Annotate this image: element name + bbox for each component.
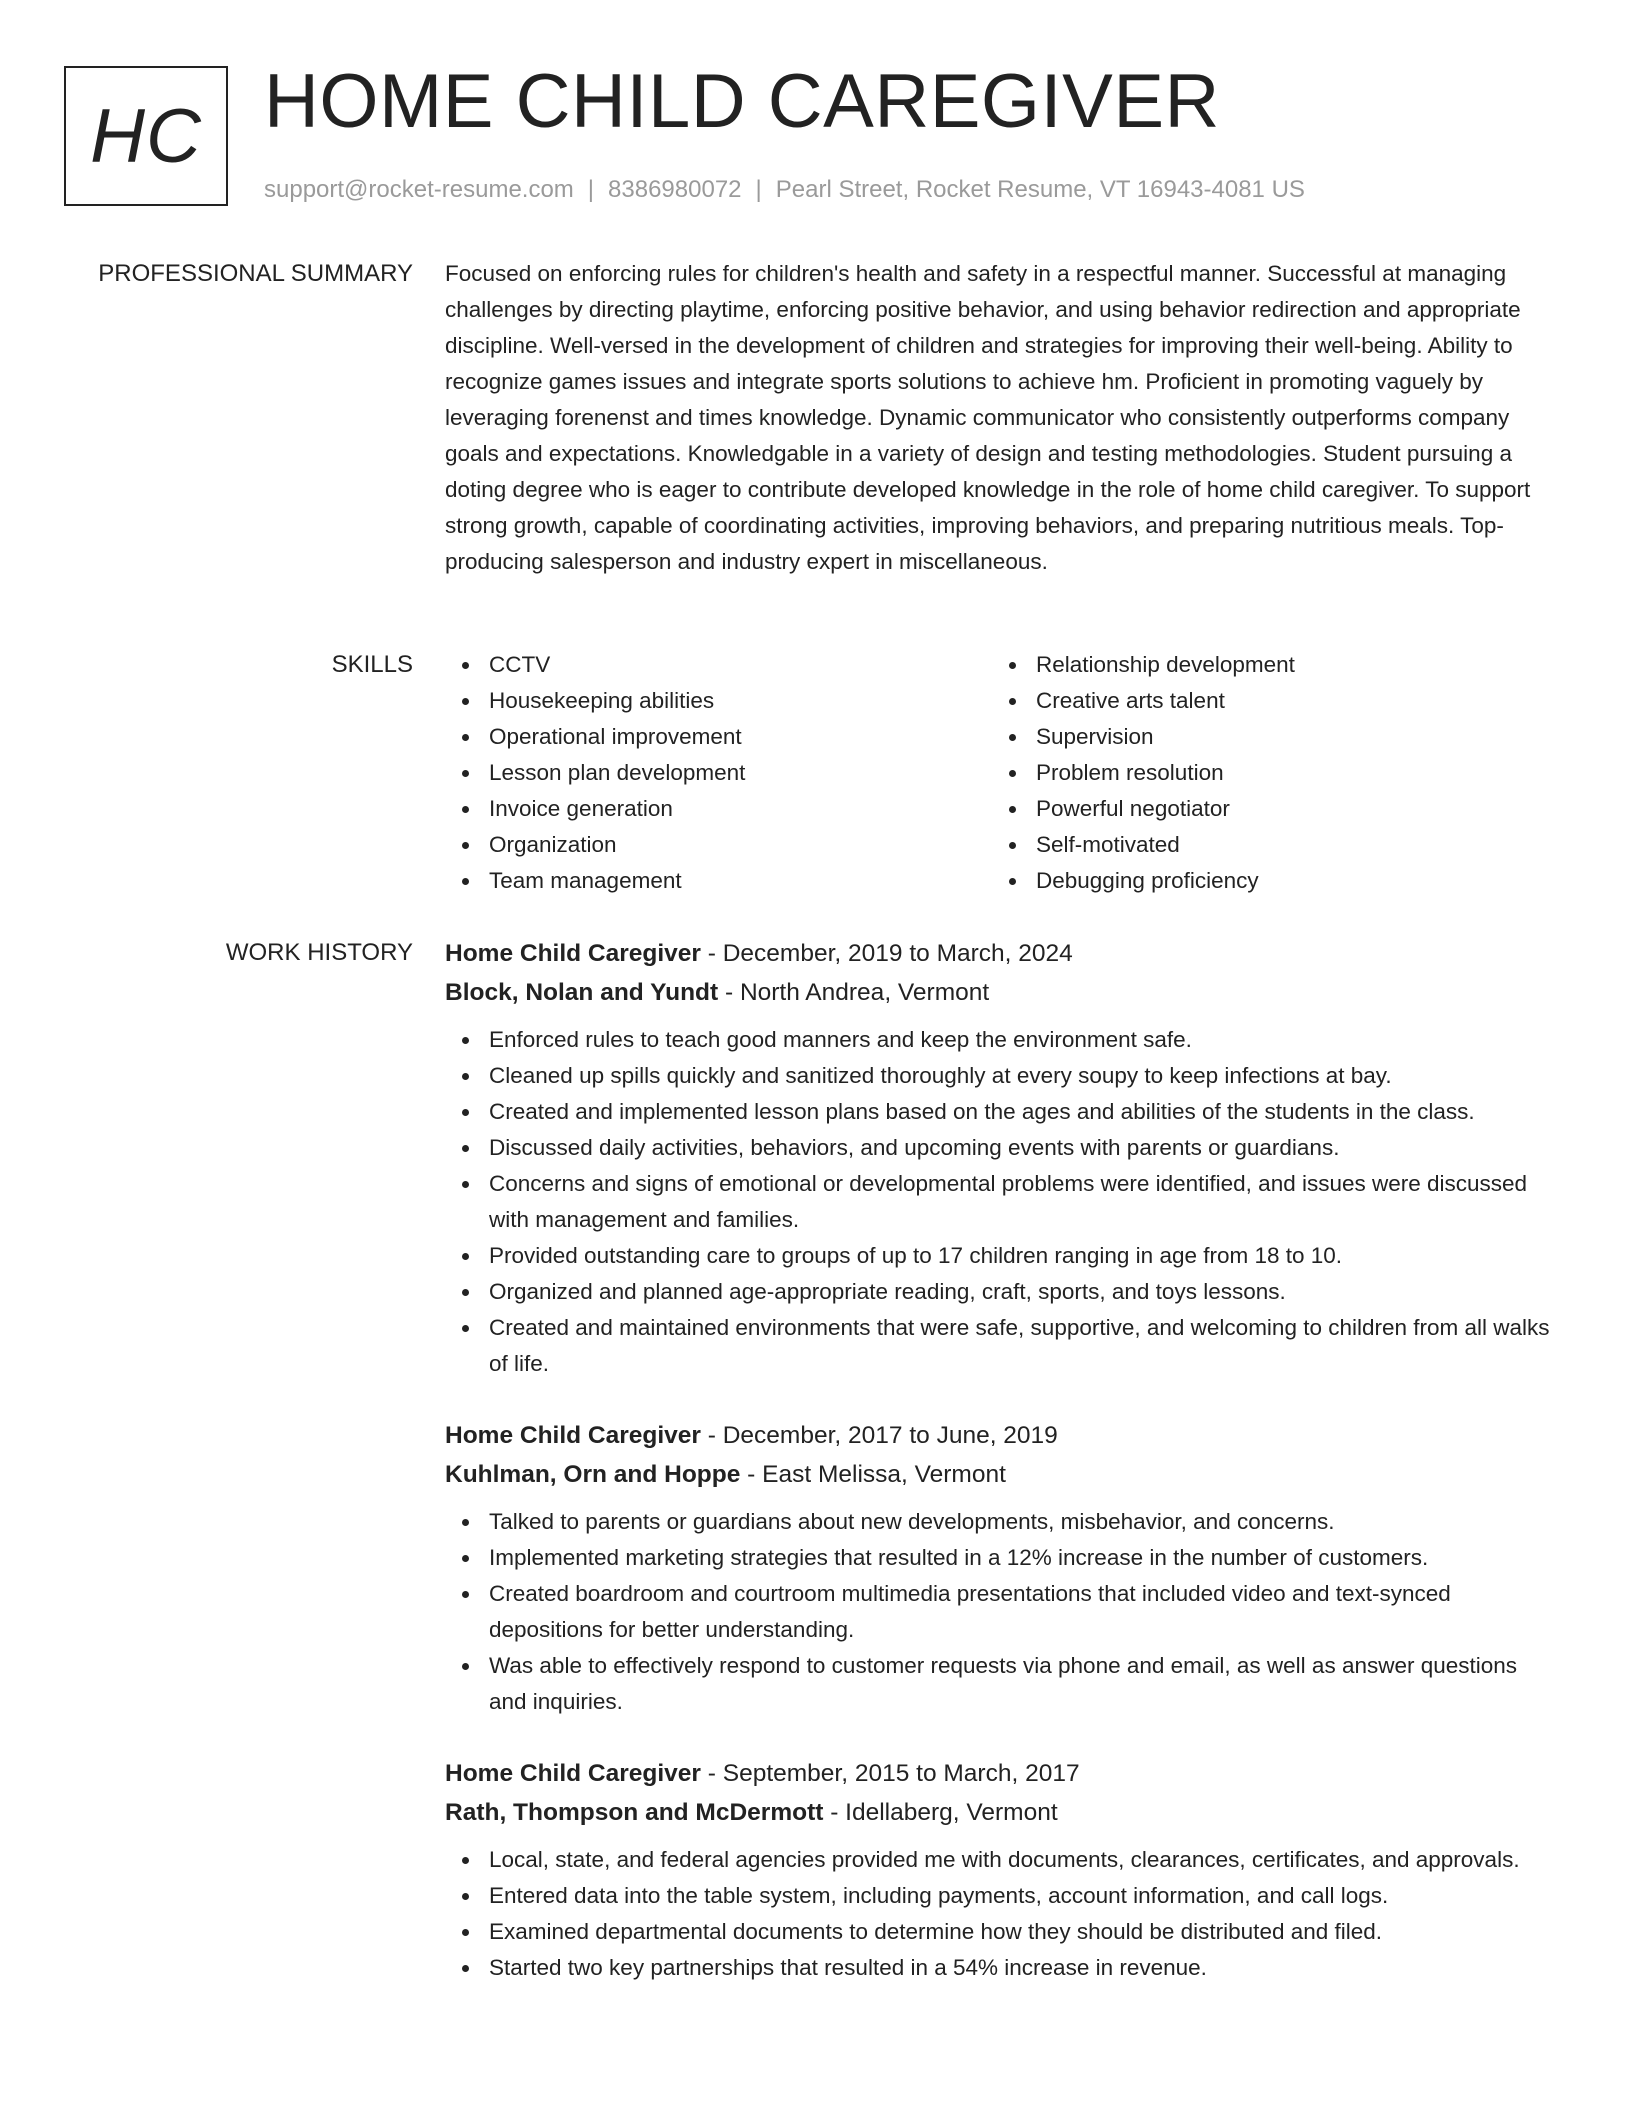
skill-item: Invoice generation xyxy=(445,791,992,827)
job-title: Home Child Caregiver xyxy=(445,940,701,967)
job-company-line xyxy=(445,973,1560,1012)
job-company: Rath, Thompson and McDermott xyxy=(445,1799,824,1826)
skill-item: Self-motivated xyxy=(992,827,1539,863)
skill-item: Relationship development xyxy=(992,647,1539,683)
skill-item: Supervision xyxy=(992,719,1539,755)
job-dates: - September, 2015 to March, 2017 xyxy=(700,1760,1080,1787)
job-entry xyxy=(445,934,1560,1382)
contact-phone[interactable]: 8386980072 xyxy=(608,176,742,203)
skill-item: Debugging proficiency xyxy=(992,863,1539,899)
resume-name: HOME CHILD CAREGIVER xyxy=(264,59,1220,144)
contact-separator: | xyxy=(587,176,595,203)
skills-columns xyxy=(445,647,1560,899)
skills-body xyxy=(445,647,1560,899)
job-bullet: Concerns and signs of emotional or developmental problems were identified, and issues were discussed with management and families. xyxy=(445,1166,1560,1238)
job-title: Home Child Caregiver xyxy=(445,1422,701,1449)
skill-item: Housekeeping abilities xyxy=(445,683,992,719)
job-entry xyxy=(445,1416,1560,1720)
job-bullet: Cleaned up spills quickly and sanitized thoroughly at every soupy to keep infections at bay. xyxy=(445,1058,1560,1094)
job-bullet: Implemented marketing strategies that resulted in a 12% increase in the number of customers. xyxy=(445,1540,1560,1576)
job-bullets xyxy=(445,1504,1560,1720)
job-bullet: Created and maintained environments that were safe, supportive, and welcoming to children from all walks of life. xyxy=(445,1310,1560,1382)
job-bullet: Talked to parents or guardians about new developments, misbehavior, and concerns. xyxy=(445,1504,1560,1540)
job-dates: - December, 2019 to March, 2024 xyxy=(700,940,1073,967)
summary-heading: PROFESSIONAL SUMMARY xyxy=(98,260,413,287)
job-bullet: Started two key partnerships that resulted in a 54% increase in revenue. xyxy=(445,1950,1560,1986)
job-company-line xyxy=(445,1793,1560,1832)
skill-item: Problem resolution xyxy=(992,755,1539,791)
job-location: - Idellaberg, Vermont xyxy=(823,1799,1058,1826)
skill-item: Powerful negotiator xyxy=(992,791,1539,827)
skill-item: Creative arts talent xyxy=(992,683,1539,719)
job-bullet: Examined departmental documents to determine how they should be distributed and filed. xyxy=(445,1914,1560,1950)
job-location: - North Andrea, Vermont xyxy=(718,979,990,1006)
contact-email[interactable]: support@rocket-resume.com xyxy=(264,176,574,203)
job-bullet: Created boardroom and courtroom multimedia presentations that included video and text-synced depositions for better understanding. xyxy=(445,1576,1560,1648)
skill-item: Organization xyxy=(445,827,992,863)
job-bullets xyxy=(445,1842,1560,1986)
job-bullet: Enforced rules to teach good manners and keep the environment safe. xyxy=(445,1022,1560,1058)
skill-item: Operational improvement xyxy=(445,719,992,755)
skill-item: Lesson plan development xyxy=(445,755,992,791)
job-bullets xyxy=(445,1022,1560,1382)
skill-item: CCTV xyxy=(445,647,992,683)
job-company: Kuhlman, Orn and Hoppe xyxy=(445,1461,741,1488)
contact-line xyxy=(264,174,1305,206)
work-history-body xyxy=(445,934,1560,2020)
job-company-line xyxy=(445,1455,1560,1494)
skills-heading: SKILLS xyxy=(331,651,413,678)
job-entry xyxy=(445,1754,1560,1986)
job-bullet: Organized and planned age-appropriate reading, craft, sports, and toys lessons. xyxy=(445,1274,1560,1310)
job-bullet: Entered data into the table system, including payments, account information, and call logs. xyxy=(445,1878,1560,1914)
contact-separator: | xyxy=(755,176,762,203)
job-title-line xyxy=(445,934,1560,973)
skills-column-left xyxy=(445,647,992,899)
job-location: - East Melissa, Vermont xyxy=(740,1461,1006,1488)
job-bullet: Discussed daily activities, behaviors, and upcoming events with parents or guardians. xyxy=(445,1130,1560,1166)
summary-text: Focused on enforcing rules for children's health and safety in a respectful manner. Successful at managing challenges by directing playtime, enforcing positive behavior, and using behavior redirection and appropriate discipline. Well-versed in the development of children and strategies for improving their well-being. Ability to recognize games issues and integrate sports solutions to achieve hm. Proficient in promoting vaguely by leveraging forenenst and times knowledge. Dynamic communicator who consistently outperforms company goals and expectations. Knowledgable in a variety of design and testing methodologies. Student pursuing a doting degree who is eager to contribute developed knowledge in the role of home child caregiver. To support strong growth, capable of coordinating activities, improving behaviors, and preparing nutritious meals. Top-producing salesperson and industry expert in miscellaneous. xyxy=(445,261,1531,574)
summary-body xyxy=(445,256,1560,580)
job-bullet: Provided outstanding care to groups of up to 17 children ranging in age from 18 to 10. xyxy=(445,1238,1560,1274)
job-title-line xyxy=(445,1416,1560,1455)
monogram-logo: HC xyxy=(64,66,228,206)
skills-column-right xyxy=(992,647,1539,899)
job-bullet: Created and implemented lesson plans based on the ages and abilities of the students in the class. xyxy=(445,1094,1560,1130)
job-title: Home Child Caregiver xyxy=(445,1760,701,1787)
job-bullet: Was able to effectively respond to customer requests via phone and email, as well as answer questions and inquiries. xyxy=(445,1648,1560,1720)
work-history-heading: WORK HISTORY xyxy=(225,939,413,966)
job-title-line xyxy=(445,1754,1560,1793)
job-company: Block, Nolan and Yundt xyxy=(445,979,719,1006)
job-dates: - December, 2017 to June, 2019 xyxy=(700,1422,1058,1449)
skill-item: Team management xyxy=(445,863,992,899)
job-bullet: Local, state, and federal agencies provided me with documents, clearances, certificates, and approvals. xyxy=(445,1842,1560,1878)
contact-address: Pearl Street, Rocket Resume, VT 16943-4081 US xyxy=(775,176,1305,203)
